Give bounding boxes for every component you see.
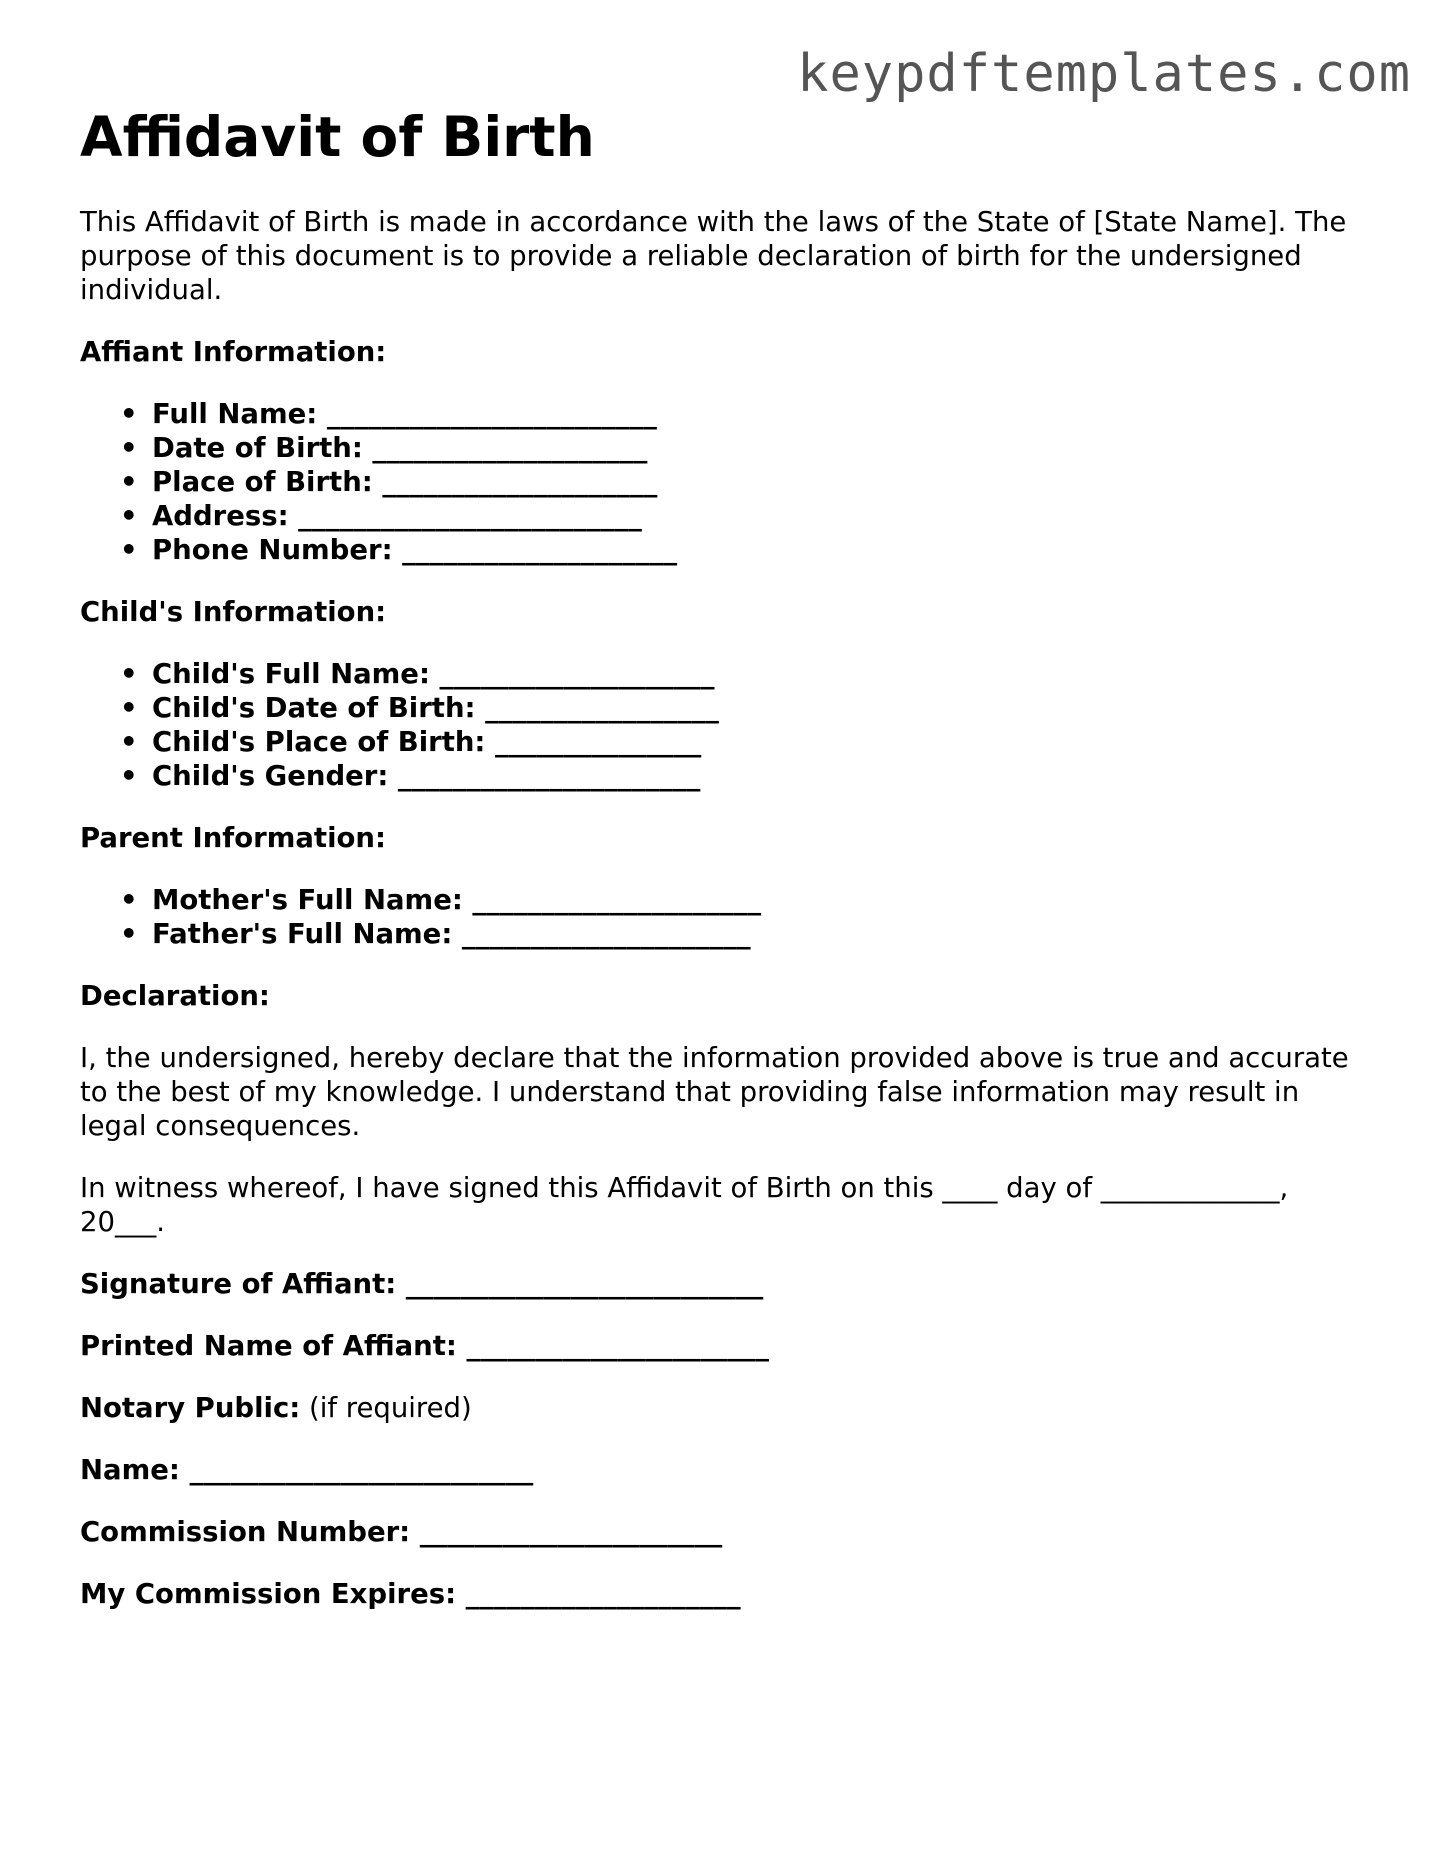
printed-name-blank: ______________________ bbox=[456, 1330, 769, 1362]
signature-blank: __________________________ bbox=[396, 1268, 764, 1300]
affiant-list bbox=[80, 397, 1370, 567]
child-list bbox=[80, 657, 1370, 793]
child-full-name-field: • Child's Full Name: ____________________ bbox=[152, 657, 1370, 691]
commission-number-label: Commission Number: bbox=[80, 1516, 411, 1548]
commission-expires-blank: ____________________ bbox=[456, 1578, 741, 1610]
intro-paragraph: This Affidavit of Birth is made in accordance with the laws of the State of [State Name]. The purpose of this document is to provide a reliable declaration of birth for the undersigned individual. bbox=[80, 206, 1347, 306]
witness-paragraph: In witness whereof, I have signed this Affidavit of Birth on this ____ day of _____________, 20___. bbox=[80, 1172, 1289, 1238]
declaration-heading: Declaration: bbox=[80, 980, 270, 1012]
father-full-name-field: • Father's Full Name: _____________________ bbox=[152, 917, 1370, 951]
commission-number-line bbox=[80, 1515, 1370, 1549]
notary-line bbox=[80, 1391, 1370, 1425]
notary-name-label: Name: bbox=[80, 1454, 180, 1486]
page-title: Affidavit of Birth bbox=[80, 105, 595, 169]
affiant-full-name-field: • Full Name: ________________________ bbox=[152, 397, 1370, 431]
affiant-heading: Affiant Information: bbox=[80, 336, 387, 368]
affiant-phone-field: • Phone Number: ____________________ bbox=[152, 533, 1370, 567]
child-date-of-birth-field: • Child's Date of Birth: _________________ bbox=[152, 691, 1370, 725]
commission-number-blank: ______________________ bbox=[410, 1516, 723, 1548]
signature-line bbox=[80, 1267, 1370, 1301]
document-body bbox=[80, 96, 1370, 1611]
affiant-address-field: • Address: _________________________ bbox=[152, 499, 1370, 533]
child-heading: Child's Information: bbox=[80, 596, 387, 628]
mother-full-name-field: • Mother's Full Name: _____________________ bbox=[152, 883, 1370, 917]
printed-name-label: Printed Name of Affiant: bbox=[80, 1330, 457, 1362]
printed-name-line bbox=[80, 1329, 1370, 1363]
notary-label: Notary Public: bbox=[80, 1392, 301, 1424]
child-gender-field: • Child's Gender: ______________________ bbox=[152, 759, 1370, 793]
commission-expires-line bbox=[80, 1577, 1370, 1611]
parent-list bbox=[80, 883, 1370, 951]
notary-name-line bbox=[80, 1453, 1370, 1487]
declaration-paragraph: I, the undersigned, hereby declare that the information provided above is true and accurate to the best of my knowledge. I understand that providing false information may result in legal consequences. bbox=[80, 1042, 1349, 1142]
watermark: keypdftemplates.com bbox=[797, 44, 1411, 104]
child-place-of-birth-field: • Child's Place of Birth: _______________ bbox=[152, 725, 1370, 759]
notary-note: (if required) bbox=[300, 1392, 472, 1424]
notary-name-blank: _________________________ bbox=[179, 1454, 534, 1486]
signature-label: Signature of Affiant: bbox=[80, 1268, 397, 1300]
commission-expires-label: My Commission Expires: bbox=[80, 1578, 457, 1610]
affiant-date-of-birth-field: • Date of Birth: ____________________ bbox=[152, 431, 1370, 465]
parent-heading: Parent Information: bbox=[80, 822, 386, 854]
affiant-place-of-birth-field: • Place of Birth: ____________________ bbox=[152, 465, 1370, 499]
